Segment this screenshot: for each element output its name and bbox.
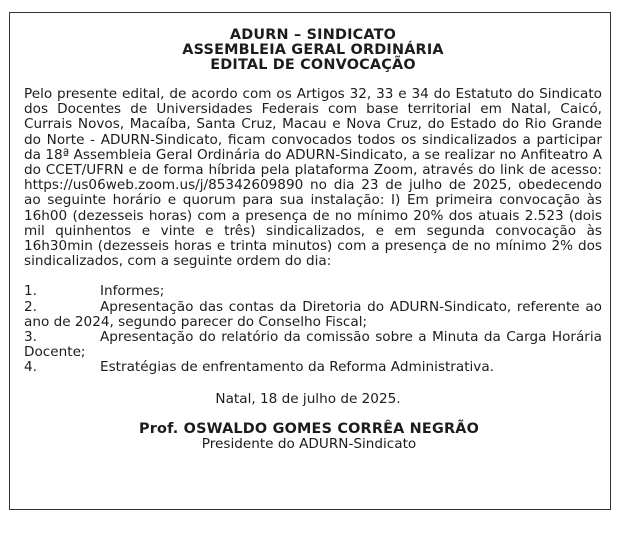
agenda-item bbox=[24, 284, 602, 299]
agenda-item-number: 1. bbox=[24, 283, 37, 300]
agenda-item-text: Estratégias de enfrentamento da Reforma Administrativa. bbox=[100, 359, 495, 376]
agenda-item bbox=[24, 360, 602, 375]
signature-block bbox=[24, 422, 602, 452]
signatory-name: Prof. OSWALDO GOMES CORRÊA NEGRÃO bbox=[138, 420, 480, 437]
agenda-item-text: Apresentação do relatório da comissão sobre a Minuta da Carga Horária Docente; bbox=[24, 329, 602, 361]
agenda-item-number: 4. bbox=[24, 359, 37, 376]
agenda-item-number: 3. bbox=[24, 329, 37, 346]
document-title: EDITAL DE CONVOCAÇÃO bbox=[210, 57, 416, 73]
union-name: ADURN – SINDICATO bbox=[229, 27, 397, 43]
convocation-paragraph: Pelo presente edital, de acordo com os Artigos 32, 33 e 34 do Estatuto do Sindicato dos Docentes de Universidades Federais com base territorial em Natal, Caicó, Currais Novos, Macaíba, Santa Cruz, Macau e Nova Cruz, do Estado do Rio Grande do Norte - ADURN-Sindicato, ficam convocados todos os sindicalizados a participar da 18ª Assembleia Geral Ordinária do ADURN-Sindicato, a se realizar no Anfiteatro A do CCET/UFRN e de forma híbrida pela plataforma Zoom, através do link de acesso: https://us06web.zoom.us/j/85342609890 no dia 23 de julho de 2025, obedecendo ao seguinte horário e quorum para sua instalação: I) Em primeira convocação às 16h00 (dezesseis horas) com a presença de no mínimo 20% dos atuais 2.523 (dois mil quinhentos e vinte e três) sindicalizados, e em segunda convocação às 16h30min (dezesseis horas e trinta minutos) com a presença de no mínimo 2% dos sindicalizados, com a seguinte ordem do dia: bbox=[24, 86, 602, 270]
agenda-item bbox=[24, 300, 602, 330]
agenda-item-number: 2. bbox=[24, 298, 37, 315]
agenda-item-text: Apresentação das contas da Diretoria do ADURN-Sindicato, referente ao ano de 2024, segundo parecer do Conselho Fiscal; bbox=[24, 298, 602, 330]
agenda-list bbox=[24, 284, 602, 375]
agenda-item bbox=[24, 330, 602, 360]
notice-header bbox=[24, 28, 602, 73]
date-line: Natal, 18 de julho de 2025. bbox=[215, 390, 401, 407]
notice-box bbox=[9, 12, 611, 510]
agenda-item-text: Informes; bbox=[100, 283, 165, 300]
assembly-title: ASSEMBLEIA GERAL ORDINÁRIA bbox=[182, 42, 444, 58]
signatory-role: Presidente do ADURN-Sindicato bbox=[201, 435, 417, 452]
